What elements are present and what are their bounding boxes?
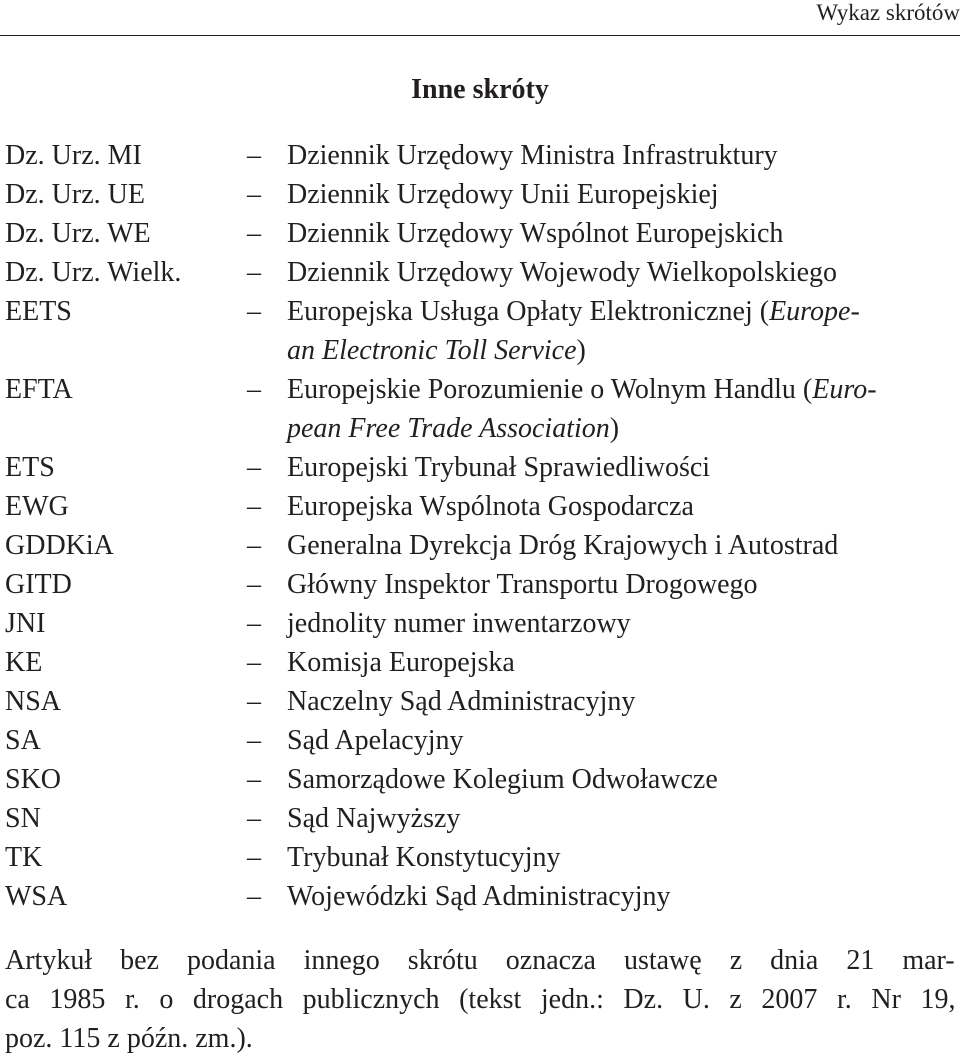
entry-dash: – [247, 257, 261, 288]
abbreviation-term: NSA [5, 686, 62, 717]
abbreviation-term: GITD [5, 569, 72, 600]
abbreviation-entry [5, 175, 960, 214]
abbreviation-term: JNI [5, 608, 46, 639]
closing-paren: ) [609, 413, 620, 444]
abbreviation-expansion: Europejski Trybunał Sprawiedliwości [287, 452, 711, 483]
abbreviation-entry [5, 682, 960, 721]
abbreviation-expansion: Sąd Najwyższy [287, 803, 461, 834]
abbreviation-entry [5, 760, 960, 799]
abbreviation-expansion: Dziennik Urzędowy Unii Europejskiej [287, 179, 719, 210]
english-name: an Electronic Toll Service [287, 335, 577, 366]
entry-dash: – [247, 296, 261, 327]
abbreviation-expansion: Samorządowe Kolegium Odwoławcze [287, 764, 718, 795]
abbreviation-term: Dz. Urz. MI [5, 140, 142, 171]
running-header: Wykaz skrótów [816, 0, 960, 25]
abbreviation-term: Dz. Urz. WE [5, 218, 151, 249]
abbreviation-entry [5, 721, 960, 760]
footnote-line: poz. 115 z późn. zm.). [5, 1023, 253, 1054]
abbreviation-term: KE [5, 647, 43, 678]
abbreviation-expansion: Naczelny Sąd Administracyjny [287, 686, 636, 717]
footnote-line: Artykuł bez podania innego skrótu oznacza ustawę z dnia 21 mar- [5, 945, 955, 976]
abbreviation-expansion: Generalna Dyrekcja Dróg Krajowych i Autostrad [287, 530, 839, 561]
entry-dash: – [247, 140, 261, 171]
entry-dash: – [247, 881, 261, 912]
abbreviation-term: GDDKiA [5, 530, 114, 561]
abbreviation-expansion: Dziennik Urzędowy Wojewody Wielkopolskiego [287, 257, 838, 288]
abbreviation-entry [5, 448, 960, 487]
abbreviation-entry [5, 643, 960, 682]
english-name: Euro- [812, 374, 877, 405]
abbreviation-list [5, 136, 960, 916]
abbreviation-term: SA [5, 725, 41, 756]
abbreviation-term: SKO [5, 764, 62, 795]
expansion-continuation [287, 409, 955, 448]
entry-dash: – [247, 764, 261, 795]
abbreviation-term: Dz. Urz. UE [5, 179, 145, 210]
abbreviation-entry [5, 136, 960, 175]
abbreviation-entry [5, 214, 960, 253]
section-title: Inne skróty [411, 74, 549, 105]
entry-dash: – [247, 491, 261, 522]
footnote-line: ca 1985 r. o drogach publicznych (tekst jedn.: Dz. U. z 2007 r. Nr 19, [5, 984, 956, 1015]
english-name: Europe- [769, 296, 860, 327]
entry-dash: – [247, 569, 261, 600]
expansion-text: Europejskie Porozumienie o Wolnym Handlu ( [287, 374, 813, 405]
entry-dash: – [247, 686, 261, 717]
abbreviation-expansion: Trybunał Konstytucyjny [287, 842, 561, 873]
abbreviation-term: WSA [5, 881, 68, 912]
abbreviation-term: TK [5, 842, 43, 873]
expansion-continuation [287, 331, 955, 370]
abbreviation-entry [5, 565, 960, 604]
entry-dash: – [247, 725, 261, 756]
entry-dash: – [247, 647, 261, 678]
abbreviation-term: EFTA [5, 374, 73, 405]
entry-dash: – [247, 452, 261, 483]
abbreviation-expansion: Komisja Europejska [287, 647, 515, 678]
closing-paren: ) [576, 335, 586, 366]
entry-dash: – [247, 842, 261, 873]
abbreviation-term: SN [5, 803, 41, 834]
abbreviation-entry [5, 799, 960, 838]
abbreviation-expansion: Dziennik Urzędowy Wspólnot Europejskich [287, 218, 784, 249]
abbreviation-expansion: Europejska Wspólnota Gospodarcza [287, 491, 694, 522]
abbreviation-entry [5, 370, 960, 448]
entry-dash: – [247, 374, 261, 405]
entry-dash: – [247, 608, 261, 639]
abbreviation-expansion: Dziennik Urzędowy Ministra Infrastruktury [287, 140, 778, 171]
entry-dash: – [247, 218, 261, 249]
footnote-paragraph [5, 941, 955, 1058]
entry-dash: – [247, 530, 261, 561]
abbreviation-entry [5, 838, 960, 877]
abbreviation-expansion: jednolity numer inwentarzowy [287, 608, 631, 639]
abbreviation-entry [5, 604, 960, 643]
abbreviation-entry [5, 253, 960, 292]
abbreviation-term: ETS [5, 452, 55, 483]
abbreviation-expansion [287, 292, 955, 370]
abbreviation-expansion: Sąd Apelacyjny [287, 725, 464, 756]
abbreviation-entry [5, 526, 960, 565]
entry-dash: – [247, 179, 261, 210]
abbreviation-entry [5, 487, 960, 526]
english-name: pean Free Trade Association [287, 413, 610, 444]
entry-dash: – [247, 803, 261, 834]
abbreviation-expansion [287, 370, 955, 448]
abbreviation-entry [5, 877, 960, 916]
header-rule [0, 35, 960, 36]
abbreviation-entry [5, 292, 960, 370]
abbreviation-expansion: Główny Inspektor Transportu Drogowego [287, 569, 758, 600]
abbreviation-term: Dz. Urz. Wielk. [5, 257, 182, 288]
expansion-text: Europejska Usługa Opłaty Elektronicznej ( [287, 296, 770, 327]
abbreviation-term: EETS [5, 296, 72, 327]
abbreviation-term: EWG [5, 491, 69, 522]
abbreviation-expansion: Wojewódzki Sąd Administracyjny [287, 881, 671, 912]
